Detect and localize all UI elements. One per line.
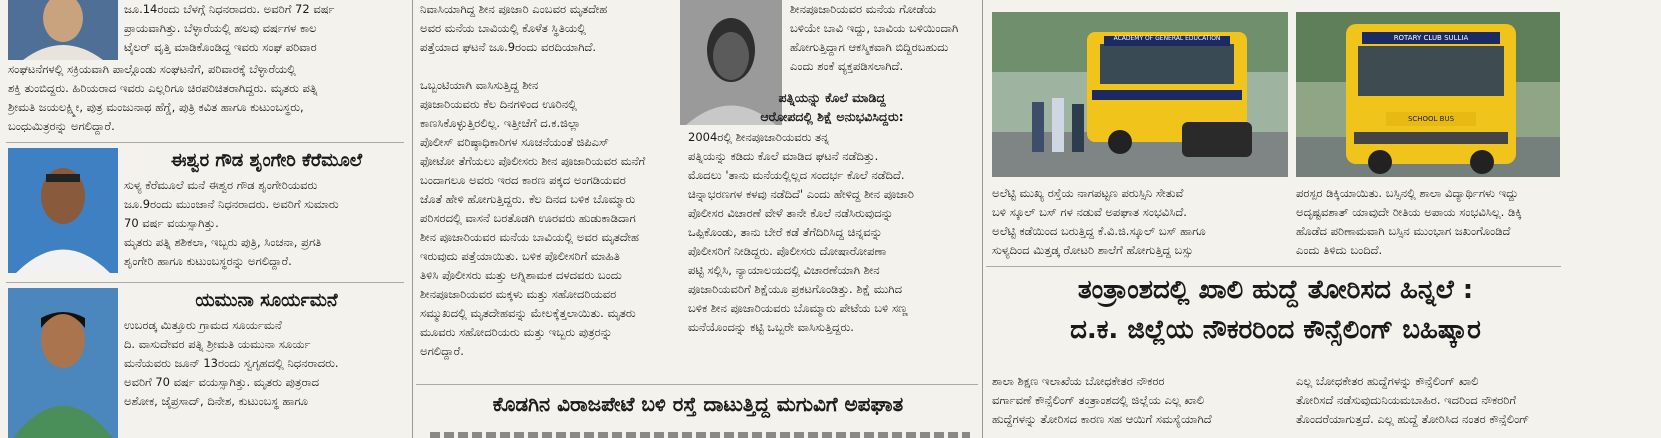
column-divider bbox=[412, 0, 413, 438]
obituary-photo-1 bbox=[8, 0, 118, 60]
column-divider bbox=[982, 0, 983, 438]
obituary-column bbox=[0, 0, 410, 438]
bottom-headline-cutoff bbox=[430, 424, 970, 438]
obituary-photo-2 bbox=[8, 148, 118, 273]
divider bbox=[6, 142, 404, 143]
counselling-body-col-2: ಎಲ್ಲ ಬೋಧಕೇತರ ಹುದ್ದೆಗಳನ್ನು ಕೌನ್ಸೆಲಿಂಗ್ ಖಾಲಿ ತೋರಿಸದೆ ನಡೆಸುವುದುನಿಯಮಬಾಹಿರ. ಇದರಿಂದ ನೌಕರರಿಗೆ ತೊಂದರೆಯಾಗುತ್ತದೆ. ಎಲ್ಲ ಹುದ್ದೆ ತೋರಿಸಿದ ನಂತರ ಕೌನ್ಸೆಲಿಂಗ್ bbox=[1296, 374, 1530, 426]
obituary-2-name: ಈಶ್ವರ ಗೌಡ ಶೃಂಗೇರಿ ಕೆರೆಮೂಲೆ bbox=[170, 150, 363, 171]
obituary-1-text-wide: ಸಂಘಟನೆಗಳಲ್ಲಿ ಸಕ್ರಿಯವಾಗಿ ಪಾಲ್ಗೊಂಡು ಸಂಘಟನೆಗೆ, ಪರಿವಾರಕ್ಕೆ ಬೆಳ್ಳಾರೆಯಲ್ಲಿ ಶಕ್ತಿ ತುಂಬಿದ್ದರು. ಹಿರಿಯರಾದ ಇವರು ಎಲ್ಲರಿಗೂ ಚಿರಪರಿಚಿತರಾಗಿದ್ದರು. ಮೃತರು ಪತ್ನಿ ಶ್ರೀಮತಿ ಜಯಲಕ್ಷ್ಮೀ, ಪುತ್ರ ಮಂಜುನಾಥ ಹೆಗ್ಡೆ, ಪುತ್ರಿ ಕವಿತ ಹಾಗೂ ಕುಟುಂಬಸ್ಥರು, ಬಂಧುಮಿತ್ರರನ್ನು ಅಗಲಿದ್ದಾರೆ. bbox=[8, 62, 318, 133]
obituary-3-text: ಉಬರಡ್ಕ ಮಿತ್ತೂರು ಗ್ರಾಮದ ಸೂರ್ಯಮನೆ ದಿ. ವಾಸುದೇವರ ಪತ್ನಿ ಶ್ರೀಮತಿ ಯಮುನಾ ಸೂರ್ಯ ಮನೆಯವರು ಜೂನ್ 13ರಂದು ಸ್ವಗೃಹದಲ್ಲಿ ನಿಧನರಾದರು. ಅವರಿಗೆ 70 ವರ್ಷ ವಯಸ್ಸಾಗಿತ್ತು. ಮೃತರು ಪುತ್ರರಾದ ಅಶೋಕ, ಜೈಪ್ರಸಾದ್, ದಿನೇಶ, ಕುಟುಂಬಸ್ಥ ಹಾಗೂ bbox=[124, 318, 339, 408]
obituary-1-text: ಜೂ.14ರಂದು ಬೆಳಗ್ಗೆ ನಿಧನರಾದರು. ಅವರಿಗೆ 72 ವರ್ಷ ಪ್ರಾಯವಾಗಿತ್ತು. ಬೆಳ್ಳಾರೆಯಲ್ಲಿ ಹಲವು ವರ್ಷಗಳ ಕಾಲ ಟೈಲರ್ ವೃತ್ತಿ ಮಾಡಿಕೊಂಡಿದ್ದ ಇವರು ಸಂಘ ಪರಿವಾರ bbox=[124, 2, 335, 54]
bus-photo-1 bbox=[992, 12, 1288, 177]
divider bbox=[416, 384, 978, 385]
story-column-1: ನಿವಾಸಿಯಾಗಿದ್ದ ಶೀನ ಪೂಜಾರಿ ಎಂಬವರ ಮೃತದೇಹ ಅವರ ಮನೆಯ ಬಾವಿಯಲ್ಲಿ ಕೊಳೆತ ಸ್ಥಿತಿಯಲ್ಲಿ ಪತ್ತೆಯಾದ ಘಟನೆ ಜೂ.9ರಂದು ವರದಿಯಾಗಿದೆ. ಒಬ್ಬಂಟಿಯಾಗಿ ವಾಸಿಸುತ್ತಿದ್ದ ಶೀನ ಪೂಜಾರಿಯವರು ಕೆಲ ದಿನಗಳಿಂದ ಊರಿನಲ್ಲಿ ಕಾಣಸಿಕೊಳ್ಳುತ್ತಿರಲಿಲ್ಲ. ಇತ್ತೀಚೆಗೆ ದ.ಕ.ಜಿಲ್ಲಾ ಪೊಲೀಸ್ ವರಿಷ್ಠಾಧಿಕಾರಿಗಳ ಸೂಚನೆಯಂತೆ ಜಿಪಿಎಸ್ ಫೋಟೋ ತೆಗೆಯಲು ಪೊಲೀಸರು ಶೀನ ಪೂಜಾರಿಯವರ ಮನೆಗೆ ಬಂದಾಗಲೂ ಅವರು ಇರದ ಕಾರಣ ಪಕ್ಕದ ಅಂಗಡಿಯವರ ಜೊತೆ ಹೇಳಿ ಹೋಗುತ್ತಿದ್ದರು. ಕೆಲ ದಿನದ ಬಳಿಕ ಬೊಮ್ಮಾರು ಪರಿಸರದಲ್ಲಿ ವಾಸನೆ ಬರತೊಡಗಿ ಊರವರು ಹುಡುಕಾಡಿದಾಗ ಶೀನ ಪೂಜಾರಿಯವರ ಮನೆಯ ಬಾವಿಯಲ್ಲಿ ಅವರ ಮೃತದೇಹ ಇರುವುದು ಪತ್ತೆಯಾಯಿತು. ಬಳಿಕ ಪೊಲೀಸರಿಗೆ ಮಾಹಿತಿ ತಿಳಿಸಿ ಪೊಲೀಸರು ಮತ್ತು ಅಗ್ನಿಶಾಮಕ ದಳದವರು ಬಂದು ಶೀನಪೂಜಾರಿಯವರ ಮಕ್ಕಳು ಮತ್ತು ಸಹೋದರಿಯವರ ಸಮ್ಮುಖದಲ್ಲಿ ಮೃತದೇಹವನ್ನು ಮೇಲಕ್ಕೆತ್ತಲಾಯಿತು. ಮೃತರು ಮೂವರು ಸಹೋದರಿಯರು ಮತ್ತು ಇಬ್ಬರು ಪುತ್ರರನ್ನು ಅಗಲಿದ್ದಾರೆ. bbox=[420, 2, 646, 358]
bus-2-label: SCHOOL BUS bbox=[1407, 115, 1455, 123]
bus-story-col-2: ಪರಸ್ಪರ ಡಿಕ್ಕಿಯಾಯಿತು. ಬಸ್ಸಿನಲ್ಲಿ ಶಾಲಾ ವಿದ್ಯಾರ್ಥಿಗಳು ಇದ್ದು ಅದೃಷ್ಟವಶಾತ್ ಯಾವುದೇ ರೀತಿಯ ಅಪಾಯ ಸಂಭವಿಸಿಲ್ಲ. ಡಿಕ್ಕಿ ಹೊಡೆದ ಪರಿಣಾಮವಾಗಿ ಬಸ್ಸಿನ ಮುಂಭಾಗ ಜಖಂಗೊಂಡಿದೆ ಎಂದು ತಿಳಿದು ಬಂದಿದೆ. bbox=[1296, 186, 1522, 257]
obituary-photo-3 bbox=[8, 288, 118, 438]
bus-photo-2 bbox=[1296, 12, 1560, 177]
counselling-body-col-1: ಶಾಲಾ ಶಿಕ್ಷಣ ಇಲಾಖೆಯ ಬೋಧಕೇತರ ನೌಕರರ ವರ್ಗಾವಣೆ ಕೌನ್ಸೆಲಿಂಗ್ ತಂತ್ರಾಂಶದಲ್ಲಿ ಜಿಲ್ಲೆಯ ಎಲ್ಲ ಖಾಲಿ ಹುದ್ದೆಗಳನ್ನು ತೋರಿಸದ ಕಾರಣ ಸಹ ಆಯಿಗೆ ಸಮಸ್ಯೆಯಾಗಿದೆ bbox=[992, 374, 1212, 426]
divider bbox=[6, 282, 404, 283]
obituary-2-text: ಸುಳ್ಯ ಕೆರೆಮೂಲೆ ಮನೆ ಈಶ್ವರ ಗೌಡ ಶೃಂಗೇರಿಯವರು ಜೂ.9ರಂದು ಮುಂಜಾನೆ ನಿಧನರಾದರು. ಅವರಿಗೆ ಸುಮಾರು 70 ವರ್ಷ ವಯಸ್ಸಾಗಿತ್ತು. ಮೃತರು ಪತ್ನಿ ಶಶಿಕಲಾ, ಇಬ್ಬರು ಪುತ್ರಿ, ಸಿಂಚನಾ, ಪ್ರಗತಿ ಶೃಂಗೇರಿ ಹಾಗೂ ಕುಟುಂಬಸ್ಥರನ್ನು ಅಗಲಿದ್ದಾರೆ. bbox=[124, 178, 339, 268]
bus-2-sign: ROTARY CLUB SULLIA bbox=[1393, 34, 1469, 42]
divider bbox=[986, 266, 1561, 267]
well-death-story bbox=[418, 0, 978, 380]
story-column-2-bottom: 2004ರಲ್ಲಿ ಶೀನಪೂಜಾರಿಯವರು ತನ್ನ ಪತ್ನಿಯನ್ನು ಕಡಿದು ಕೊಲೆ ಮಾಡಿದ ಘಟನೆ ನಡೆದಿತ್ತು. ಮೊದಲು 'ತಾನು ಮನೆಯಲ್ಲಿಲ್ಲದ ಸಂದರ್ಭ ಕೊಲೆ ನಡೆದಿದೆ. ಚಿನ್ನಾಭರಣಗಳ ಕಳವು ನಡೆದಿದೆ' ಎಂದು ಹೇಳಿದ್ದ ಶೀನ ಪೂಜಾರಿ ಪೊಲೀಸರ ವಿಚಾರಣೆ ವೇಳೆ ತಾನೇ ಕೊಲೆ ನಡೆಸಿರುವುದನ್ನು ಒಪ್ಪಿಕೊಂಡು, ತಾನು ಬೇರೆ ಕಡೆ ತೆಗೆದಿರಿಸಿದ್ದ ಚಿನ್ನವನ್ನು ಪೊಲೀಸರಿಗೆ ನೀಡಿದ್ದರು. ಪೊಲೀಸರು ದೋಷಾರೋಪಣಾ ಪಟ್ಟಿ ಸಲ್ಲಿಸಿ, ನ್ಯಾಯಾಲಯದಲ್ಲಿ ವಿಚಾರಣೆಯಾಗಿ ಶೀನ ಪೂಜಾರಿಯವರಿಗೆ ಶಿಕ್ಷೆಯೂ ಪ್ರಕಟಗೊಂಡಿತ್ತು. ಶಿಕ್ಷೆ ಮುಗಿದ ಬಳಿಕ ಶೀನ ಪೂಜಾರಿಯವರು ಬೊಮ್ಮಾರು ಪೇಟೆಯ ಬಳಿ ಸಣ್ಣ ಮನೆಯೊಂದನ್ನು ಕಟ್ಟಿ ಒಬ್ಬರೇ ವಾಸಿಸುತ್ತಿದ್ದರು. bbox=[688, 130, 914, 334]
story-column-2-top: ಶೀನಪೂಜಾರಿಯವರ ಮನೆಯ ಗೋಡೆಯ ಬಳಿಯೇ ಬಾವಿ ಇದ್ದು, ಬಾವಿಯ ಬಳಿಯಿಂದಾಗಿ ಹೋಗುತ್ತಿದ್ದಾಗ ಆಕಸ್ಮಿಕವಾಗಿ ಬಿದ್ದಿರಬಹುದು ಎಂದು ಶಂಕೆ ವ್ಯಕ್ತಪಡಿಸಲಾಗಿದೆ. bbox=[790, 2, 959, 73]
bus-1-sign: ACADEMY OF GENERAL EDUCATION bbox=[1113, 35, 1221, 42]
bus-story-col-1: ಅಲೆಟ್ಟಿ ಮುಖ್ಯ ರಸ್ತೆಯ ನಾಗಪಟ್ಟಣ ಪರುಸ್ಸಿನಿ ಸೇತುವೆ ಬಳಿ ಸ್ಕೂಲ್ ಬಸ್ ಗಳ ನಡುವೆ ಅಪಘಾತ ಸಂಭವಿಸಿದೆ. ಅಲೆಟ್ಟಿ ಕಡೆಯಿಂದ ಬರುತ್ತಿದ್ದ ಕೆ.ವಿ.ಜಿ.ಸ್ಕೂಲ್ ಬಸ್ ಹಾಗೂ ಸುಳ್ಯದಿಂದ ಮಿತ್ತಡ್ಕ ರೋಟರಿ ಶಾಲೆಗೆ ಹೋಗುತ್ತಿದ್ದ ಬಸ್ಸು bbox=[992, 186, 1206, 257]
bottom-headline: ಕೊಡಗಿನ ವಿರಾಜಪೇಟೆ ಬಳಿ ರಸ್ತೆ ದಾಟುತ್ತಿದ್ದ ಮಗುವಿಗೆ ಅಪಘಾತ bbox=[492, 392, 904, 416]
counselling-headline: ತಂತ್ರಾಂಶದಲ್ಲಿ ಖಾಲಿ ಹುದ್ದೆ ತೋರಿಸದ ಹಿನ್ನಲೆ : ದ.ಕ. ಜಿಲ್ಲೆಯ ನೌಕರರಿಂದ ಕೌನ್ಸೆಲಿಂಗ್ ಬಹಿಷ್ಕಾರ bbox=[1070, 275, 1481, 345]
obituary-3-name: ಯಮುನಾ ಸೂರ್ಯಮನೆ bbox=[195, 290, 338, 311]
story-subheading: ಪತ್ನಿಯನ್ನು ಕೊಲೆ ಮಾಡಿದ್ದ ಆರೋಪದಲ್ಲಿ ಶಿಕ್ಷೆ ಅನುಭವಿಸಿದ್ದರು: bbox=[760, 90, 904, 124]
